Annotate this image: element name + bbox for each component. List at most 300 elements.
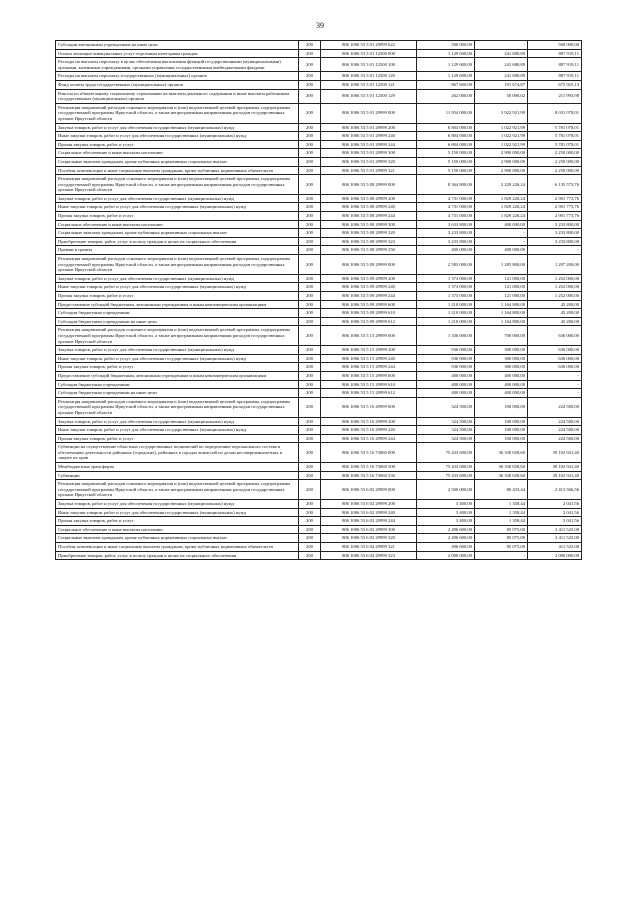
unexecuted-amount-cell: 5 781 078,01 bbox=[528, 132, 582, 141]
line-code-cell: 200 bbox=[299, 237, 321, 246]
line-code-cell: 200 bbox=[299, 534, 321, 543]
approved-amount-cell: 1 129 600,00 bbox=[417, 72, 475, 81]
expense-name-cell: Приобретение товаров, работ, услуг в пользу граждан в целях их социального обеспечения bbox=[56, 551, 299, 560]
executed-amount-cell: 400 000,00 bbox=[475, 220, 528, 229]
expense-name-cell: Иные закупки товаров, работ и услуг для обеспечения государственных (муниципальных) нужд bbox=[56, 132, 299, 141]
expense-name-cell: Межбюджетные трансферты bbox=[56, 463, 299, 472]
budget-code-cell: 806 1006 53 3 01 12500 129 bbox=[321, 89, 417, 103]
budget-code-cell: 806 1006 53 5 08 29999 244 bbox=[321, 212, 417, 221]
expense-name-cell: Иные закупки товаров, работ и услуг для обеспечения государственных (муниципальных) нужд bbox=[56, 508, 299, 517]
budget-code-cell: 806 1006 53 5 08 29999 323 bbox=[321, 237, 417, 246]
executed-amount-cell: 3 922 921,99 bbox=[475, 103, 528, 123]
expense-name-cell: Предоставление субсидий бюджетным, автономным учреждениям и иным некоммерческим организациям bbox=[56, 371, 299, 380]
approved-amount-cell: 324 500,00 bbox=[417, 397, 475, 417]
line-code-cell: 200 bbox=[299, 508, 321, 517]
expense-name-cell: Реализация направлений расходов основного мероприятия и (или) ведомственной целевой программы, подпрограммы государственной программы Иркутской области, а также непрограммным направлениям расходов государственных органов Иркутской области bbox=[56, 480, 299, 500]
unexecuted-amount-cell: 224 500,00 bbox=[528, 426, 582, 435]
table-row bbox=[56, 166, 582, 175]
expense-name-cell: Реализация направлений расходов основного мероприятия и (или) ведомственной целевой программы, подпрограммы государственной программы Иркутской области, а также непрограммным направлениям расходов государственных органов Иркутской области bbox=[56, 103, 299, 123]
budget-code-cell: 806 1006 53 5 01 29999 320 bbox=[321, 157, 417, 166]
expense-name-cell: Закупка товаров, работ и услуг для обеспечения государственных (муниципальных) нужд bbox=[56, 274, 299, 283]
table-row bbox=[56, 317, 582, 326]
unexecuted-amount-cell: 2 000 000,00 bbox=[528, 551, 582, 560]
approved-amount-cell: 936 000,00 bbox=[417, 354, 475, 363]
line-code-cell: 200 bbox=[299, 246, 321, 255]
expense-name-cell: Расходы на выплаты персоналу государственных (муниципальных) органов bbox=[56, 72, 299, 81]
executed-amount-cell: 2 900 000,00 bbox=[475, 166, 528, 175]
approved-amount-cell: 1 210 000,00 bbox=[417, 317, 475, 326]
executed-amount-cell: 50 006,02 bbox=[475, 89, 528, 103]
table-row bbox=[56, 132, 582, 141]
approved-amount-cell: 1 373 000,00 bbox=[417, 283, 475, 292]
executed-amount-cell: 121 000,00 bbox=[475, 274, 528, 283]
approved-amount-cell: 324 500,00 bbox=[417, 417, 475, 426]
table-row bbox=[56, 434, 582, 443]
budget-code-cell: 806 1006 53 6 02 29999 000 bbox=[321, 480, 417, 500]
approved-amount-cell: 262 000,00 bbox=[417, 89, 475, 103]
table-row bbox=[56, 371, 582, 380]
budget-code-cell: 806 1006 53 5 09 29999 240 bbox=[321, 283, 417, 292]
line-code-cell: 200 bbox=[299, 292, 321, 301]
budget-code-cell: 806 1006 53 3 01 29999 622 bbox=[321, 41, 417, 50]
table-row bbox=[56, 309, 582, 318]
executed-amount-cell: 1 358,44 bbox=[475, 508, 528, 517]
expense-name-cell: Иные закупки товаров, работ и услуг для обеспечения государственных (муниципальных) нужд bbox=[56, 203, 299, 212]
line-code-cell: 200 bbox=[299, 300, 321, 309]
executed-amount-cell: 1 022 921,99 bbox=[475, 123, 528, 132]
line-code-cell: 200 bbox=[299, 543, 321, 552]
approved-amount-cell: 2 496 600,00 bbox=[417, 534, 475, 543]
executed-amount-cell: 2 229 226,24 bbox=[475, 175, 528, 195]
executed-amount-cell: - bbox=[475, 41, 528, 50]
executed-amount-cell: 241 680,89 bbox=[475, 49, 528, 58]
expense-name-cell: Прочая закупка товаров, работ и услуг bbox=[56, 212, 299, 221]
executed-amount-cell: 700 000,00 bbox=[475, 326, 528, 346]
table-row bbox=[56, 389, 582, 398]
expense-name-cell: Иные закупки товаров, работ и услуг для обеспечения государственных (муниципальных) нужд bbox=[56, 283, 299, 292]
expense-name-cell: Реализация направлений расходов основного мероприятия и (или) ведомственной целевой программы, подпрограммы государственной программы Иркутской области, а также непрограммным направлениям расходов государственных органов Иркутской области bbox=[56, 397, 299, 417]
unexecuted-amount-cell: 45 200,00 bbox=[528, 300, 582, 309]
expense-name-cell: Пособия, компенсации и иные социальные выплаты гражданам, кроме публичных нормативных обязательств bbox=[56, 166, 299, 175]
executed-amount-cell: 400 000,00 bbox=[475, 380, 528, 389]
approved-amount-cell: 2 496 600,00 bbox=[417, 525, 475, 534]
approved-amount-cell: 3 400,00 bbox=[417, 508, 475, 517]
unexecuted-amount-cell: 2 250 000,00 bbox=[528, 157, 582, 166]
table-row bbox=[56, 194, 582, 203]
unexecuted-amount-cell: - bbox=[528, 389, 582, 398]
executed-amount-cell: 1 358,44 bbox=[475, 517, 528, 526]
budget-code-cell: 806 1006 53 5 15 29999 000 bbox=[321, 326, 417, 346]
executed-amount-cell: 1 022 921,99 bbox=[475, 140, 528, 149]
expense-name-cell: Прочая закупка товаров, работ и услуг bbox=[56, 517, 299, 526]
unexecuted-amount-cell: 39 102 941,40 bbox=[528, 471, 582, 480]
table-row bbox=[56, 397, 582, 417]
executed-amount-cell: 1 285 800,00 bbox=[475, 255, 528, 275]
executed-amount-cell: 86 433,44 bbox=[475, 480, 528, 500]
budget-code-cell: 806 1006 53 5 16 73060 530 bbox=[321, 471, 417, 480]
executed-amount-cell: 1 164 800,00 bbox=[475, 309, 528, 318]
unexecuted-amount-cell: 2 041,56 bbox=[528, 500, 582, 509]
budget-code-cell: 806 1006 53 5 01 29999 244 bbox=[321, 140, 417, 149]
unexecuted-amount-cell: 411 525,00 bbox=[528, 543, 582, 552]
budget-code-cell: 806 1006 53 6 02 29999 240 bbox=[321, 508, 417, 517]
table-row bbox=[56, 500, 582, 509]
approved-amount-cell: 5 150 000,00 bbox=[417, 166, 475, 175]
expense-name-cell: Субсидии бюджетным учреждениям на иные цели bbox=[56, 317, 299, 326]
unexecuted-amount-cell: 3 233 800,00 bbox=[528, 220, 582, 229]
line-code-cell: 200 bbox=[299, 194, 321, 203]
unexecuted-amount-cell: 2 250 000,00 bbox=[528, 166, 582, 175]
unexecuted-amount-cell: 224 500,00 bbox=[528, 417, 582, 426]
unexecuted-amount-cell: 1 252 000,00 bbox=[528, 292, 582, 301]
table-row bbox=[56, 58, 582, 72]
executed-amount-cell: 1 164 800,00 bbox=[475, 300, 528, 309]
unexecuted-amount-cell: 2 250 000,00 bbox=[528, 149, 582, 158]
line-code-cell: 200 bbox=[299, 443, 321, 463]
line-code-cell: 200 bbox=[299, 397, 321, 417]
line-code-cell: 200 bbox=[299, 525, 321, 534]
executed-amount-cell: 1 829 226,24 bbox=[475, 194, 528, 203]
table-row bbox=[56, 72, 582, 81]
budget-code-cell: 806 1006 53 3 01 12500 121 bbox=[321, 80, 417, 89]
approved-amount-cell: 936 000,00 bbox=[417, 346, 475, 355]
expense-name-cell: Социальное обеспечение и иные выплаты населению bbox=[56, 149, 299, 158]
table-row bbox=[56, 300, 582, 309]
table-row bbox=[56, 149, 582, 158]
line-code-cell: 200 bbox=[299, 417, 321, 426]
unexecuted-amount-cell: 887 919,11 bbox=[528, 72, 582, 81]
executed-amount-cell: 241 680,89 bbox=[475, 72, 528, 81]
table-row bbox=[56, 140, 582, 149]
table-row bbox=[56, 551, 582, 560]
table-row bbox=[56, 346, 582, 355]
expense-name-cell: Закупка товаров, работ и услуг для обеспечения государственных (муниципальных) нужд bbox=[56, 346, 299, 355]
table-row bbox=[56, 354, 582, 363]
approved-amount-cell: 867 600,00 bbox=[417, 80, 475, 89]
expense-name-cell: Социальное обеспечение и иные выплаты населению bbox=[56, 525, 299, 534]
budget-code-cell: 806 1006 53 5 09 29999 200 bbox=[321, 274, 417, 283]
table-row bbox=[56, 41, 582, 50]
unexecuted-amount-cell: 224 500,00 bbox=[528, 434, 582, 443]
table-row bbox=[56, 229, 582, 238]
unexecuted-amount-cell: 224 500,00 bbox=[528, 397, 582, 417]
approved-amount-cell: 936 000,00 bbox=[417, 363, 475, 372]
executed-amount-cell: 300 000,00 bbox=[475, 363, 528, 372]
budget-code-cell: 806 1006 53 6 02 29999 244 bbox=[321, 517, 417, 526]
expense-name-cell: Приобретение товаров, работ, услуг в пользу граждан в целях их социального обеспечения bbox=[56, 237, 299, 246]
budget-code-cell: 806 1006 53 5 15 29999 244 bbox=[321, 363, 417, 372]
budget-code-cell: 806 1006 53 5 01 29999 000 bbox=[321, 103, 417, 123]
expense-name-cell: Расходы на выплаты персоналу в целях обеспечения выполнения функций государственными (муниципальными) органами, казенными учреждениями, органами управления государственными внебюджетными фондами bbox=[56, 58, 299, 72]
table-row bbox=[56, 49, 582, 58]
budget-code-cell: 806 1006 53 6 02 29999 320 bbox=[321, 534, 417, 543]
approved-amount-cell: 3 633 800,00 bbox=[417, 220, 475, 229]
budget-code-cell: 806 1006 53 5 09 29999 612 bbox=[321, 317, 417, 326]
table-row bbox=[56, 89, 582, 103]
line-code-cell: 200 bbox=[299, 283, 321, 292]
executed-amount-cell: 241 680,89 bbox=[475, 58, 528, 72]
expense-name-cell: Социальные выплаты гражданам, кроме публичных нормативных социальных выплат bbox=[56, 534, 299, 543]
approved-amount-cell: 11 954 000,00 bbox=[417, 103, 475, 123]
approved-amount-cell: 400 000,00 bbox=[417, 371, 475, 380]
executed-amount-cell: 121 000,00 bbox=[475, 283, 528, 292]
approved-amount-cell: 1 129 600,00 bbox=[417, 49, 475, 58]
unexecuted-amount-cell: - bbox=[528, 371, 582, 380]
expense-name-cell: Взносы по обязательному социальному страхованию на выплаты денежного содержания и иные выплаты работникам государственных (муниципальных) органов bbox=[56, 89, 299, 103]
expense-name-cell: Прочая закупка товаров, работ и услуг bbox=[56, 140, 299, 149]
executed-amount-cell: 121 000,00 bbox=[475, 292, 528, 301]
approved-amount-cell: 4 731 000,00 bbox=[417, 194, 475, 203]
table-row bbox=[56, 508, 582, 517]
line-code-cell: 200 bbox=[299, 363, 321, 372]
table-row bbox=[56, 212, 582, 221]
expense-name-cell: Предоставление субсидий бюджетным, автономным учреждениям и иным некоммерческим организациям bbox=[56, 300, 299, 309]
line-code-cell: 200 bbox=[299, 175, 321, 195]
approved-amount-cell: 6 804 000,00 bbox=[417, 132, 475, 141]
budget-code-cell: 806 1006 53 6 02 29999 300 bbox=[321, 525, 417, 534]
expense-name-cell: Премии и гранты bbox=[56, 246, 299, 255]
unexecuted-amount-cell: 2 411 525,00 bbox=[528, 534, 582, 543]
line-code-cell: 200 bbox=[299, 274, 321, 283]
approved-amount-cell: 1 373 000,00 bbox=[417, 292, 475, 301]
executed-amount-cell: - bbox=[475, 229, 528, 238]
unexecuted-amount-cell: 5 781 078,01 bbox=[528, 140, 582, 149]
executed-amount-cell: 100 000,00 bbox=[475, 397, 528, 417]
budget-code-cell: 806 1006 53 5 01 29999 240 bbox=[321, 132, 417, 141]
line-code-cell: 200 bbox=[299, 212, 321, 221]
approved-amount-cell: 3 400,00 bbox=[417, 517, 475, 526]
line-code-cell: 200 bbox=[299, 123, 321, 132]
unexecuted-amount-cell: 1 252 000,00 bbox=[528, 283, 582, 292]
line-code-cell: 200 bbox=[299, 41, 321, 50]
line-code-cell: 200 bbox=[299, 220, 321, 229]
line-code-cell: 200 bbox=[299, 229, 321, 238]
budget-code-cell: 806 1006 53 5 15 29999 200 bbox=[321, 346, 417, 355]
unexecuted-amount-cell: 2 411 525,00 bbox=[528, 525, 582, 534]
budget-code-cell: 806 1006 53 5 09 29999 610 bbox=[321, 309, 417, 318]
unexecuted-amount-cell: 636 000,00 bbox=[528, 363, 582, 372]
expense-name-cell: Закупка товаров, работ и услуг для обеспечения государственных (муниципальных) нужд bbox=[56, 417, 299, 426]
expense-name-cell: Реализация направлений расходов основного мероприятия и (или) ведомственной целевой программы, подпрограммы государственной программы Иркутской области, а также непрограммным направлениям расходов государственных органов Иркутской области bbox=[56, 326, 299, 346]
approved-amount-cell: 3 400,00 bbox=[417, 500, 475, 509]
unexecuted-amount-cell: 1 252 000,00 bbox=[528, 274, 582, 283]
executed-amount-cell: 400 000,00 bbox=[475, 371, 528, 380]
expense-name-cell: Прочая закупка товаров, работ и услуг bbox=[56, 292, 299, 301]
approved-amount-cell: 1 129 600,00 bbox=[417, 58, 475, 72]
approved-amount-cell: 324 500,00 bbox=[417, 426, 475, 435]
budget-code-cell: 806 1006 53 5 15 29999 612 bbox=[321, 389, 417, 398]
line-code-cell: 200 bbox=[299, 49, 321, 58]
budget-code-cell: 806 1006 53 3 01 12500 120 bbox=[321, 72, 417, 81]
unexecuted-amount-cell: 636 000,00 bbox=[528, 326, 582, 346]
budget-code-cell: 806 1006 53 5 09 29999 244 bbox=[321, 292, 417, 301]
approved-amount-cell: 6 804 000,00 bbox=[417, 123, 475, 132]
budget-code-cell: 806 1006 53 6 02 29999 321 bbox=[321, 543, 417, 552]
table-row bbox=[56, 326, 582, 346]
line-code-cell: 200 bbox=[299, 389, 321, 398]
line-code-cell: 200 bbox=[299, 317, 321, 326]
expense-name-cell: Социальные выплаты гражданам, кроме публичных нормативных социальных выплат bbox=[56, 229, 299, 238]
expense-name-cell: Субсидии бюджетным учреждениям bbox=[56, 309, 299, 318]
executed-amount-cell: 1 164 800,00 bbox=[475, 317, 528, 326]
unexecuted-amount-cell: 636 000,00 bbox=[528, 354, 582, 363]
budget-code-cell: 806 1006 53 5 08 29999 320 bbox=[321, 229, 417, 238]
line-code-cell: 200 bbox=[299, 380, 321, 389]
expense-name-cell: Оплата жилищно-коммунальных услуг отдельным категориям граждан bbox=[56, 49, 299, 58]
expense-name-cell: Закупка товаров, работ и услуг для обеспечения государственных (муниципальных) нужд bbox=[56, 123, 299, 132]
budget-code-cell: 806 1006 53 3 01 12500 100 bbox=[321, 58, 417, 72]
expense-name-cell: Реализация направлений расходов основного мероприятия и (или) ведомственной целевой программы, подпрограммы государственной программы Иркутской области, а также непрограммным направлениям расходов государственных органов Иркутской области bbox=[56, 175, 299, 195]
unexecuted-amount-cell: 3 233 800,00 bbox=[528, 229, 582, 238]
unexecuted-amount-cell: 5 781 078,01 bbox=[528, 123, 582, 132]
budget-code-cell: 806 1006 53 5 01 29999 300 bbox=[321, 149, 417, 158]
approved-amount-cell: 5 150 000,00 bbox=[417, 149, 475, 158]
approved-amount-cell: 4 731 000,00 bbox=[417, 212, 475, 221]
table-row bbox=[56, 246, 582, 255]
table-row bbox=[56, 380, 582, 389]
unexecuted-amount-cell: 2 041,56 bbox=[528, 517, 582, 526]
unexecuted-amount-cell: 1 297 200,00 bbox=[528, 255, 582, 275]
line-code-cell: 200 bbox=[299, 203, 321, 212]
executed-amount-cell: 1 829 226,24 bbox=[475, 203, 528, 212]
page-number: 39 bbox=[316, 21, 324, 30]
budget-code-cell: 806 1006 53 5 08 29999 000 bbox=[321, 175, 417, 195]
unexecuted-amount-cell: 39 102 941,40 bbox=[528, 443, 582, 463]
table-row bbox=[56, 283, 582, 292]
table-row bbox=[56, 220, 582, 229]
table-row bbox=[56, 363, 582, 372]
budget-code-cell: 806 1006 53 5 08 29999 200 bbox=[321, 194, 417, 203]
line-code-cell: 200 bbox=[299, 149, 321, 158]
executed-amount-cell: - bbox=[475, 551, 528, 560]
line-code-cell: 200 bbox=[299, 80, 321, 89]
table-row bbox=[56, 123, 582, 132]
approved-amount-cell: 8 364 800,00 bbox=[417, 175, 475, 195]
unexecuted-amount-cell: 500 000,00 bbox=[528, 41, 582, 50]
unexecuted-amount-cell: 675 925,13 bbox=[528, 80, 582, 89]
executed-amount-cell: 1 358,44 bbox=[475, 500, 528, 509]
approved-amount-cell: 3 233 800,00 bbox=[417, 237, 475, 246]
approved-amount-cell: 496 600,00 bbox=[417, 543, 475, 552]
table-row bbox=[56, 80, 582, 89]
executed-amount-cell: 36 330 658,60 bbox=[475, 463, 528, 472]
executed-amount-cell: 300 000,00 bbox=[475, 354, 528, 363]
approved-amount-cell: 1 210 000,00 bbox=[417, 309, 475, 318]
budget-code-cell: 806 1006 53 5 16 73060 000 bbox=[321, 443, 417, 463]
line-code-cell: 200 bbox=[299, 500, 321, 509]
budget-code-cell: 806 1006 53 5 08 29999 240 bbox=[321, 203, 417, 212]
line-code-cell: 200 bbox=[299, 166, 321, 175]
table-row bbox=[56, 203, 582, 212]
budget-code-cell: 806 1006 53 5 01 29999 321 bbox=[321, 166, 417, 175]
budget-code-cell: 806 1006 53 5 16 29999 000 bbox=[321, 397, 417, 417]
line-code-cell: 200 bbox=[299, 140, 321, 149]
expense-name-cell: Субсидии бюджетным учреждениям bbox=[56, 380, 299, 389]
table-row bbox=[56, 426, 582, 435]
line-code-cell: 200 bbox=[299, 354, 321, 363]
table-row bbox=[56, 175, 582, 195]
unexecuted-amount-cell: 2 413 566,56 bbox=[528, 480, 582, 500]
approved-amount-cell: 2 500 000,00 bbox=[417, 480, 475, 500]
line-code-cell: 200 bbox=[299, 371, 321, 380]
line-code-cell: 200 bbox=[299, 157, 321, 166]
approved-amount-cell: 75 433 600,00 bbox=[417, 443, 475, 463]
budget-code-cell: 806 1006 53 5 08 29999 300 bbox=[321, 220, 417, 229]
approved-amount-cell: 400 000,00 bbox=[417, 389, 475, 398]
budget-code-cell: 806 1006 53 6 02 29999 323 bbox=[321, 551, 417, 560]
budget-code-cell: 806 1006 53 5 15 29999 240 bbox=[321, 354, 417, 363]
budget-code-cell: 806 1006 53 5 09 29999 000 bbox=[321, 255, 417, 275]
line-code-cell: 200 bbox=[299, 72, 321, 81]
approved-amount-cell: 3 233 800,00 bbox=[417, 229, 475, 238]
table-row bbox=[56, 237, 582, 246]
executed-amount-cell: 2 900 000,00 bbox=[475, 149, 528, 158]
table-row bbox=[56, 103, 582, 123]
executed-amount-cell: 1 022 921,99 bbox=[475, 132, 528, 141]
line-code-cell: 200 bbox=[299, 426, 321, 435]
expense-name-cell: Пособия, компенсации и иные социальные выплаты гражданам, кроме публичных нормативных обязательств bbox=[56, 543, 299, 552]
table-row bbox=[56, 480, 582, 500]
expense-name-cell: Субсидии автономным учреждениям на иные цели bbox=[56, 41, 299, 50]
table-row bbox=[56, 525, 582, 534]
unexecuted-amount-cell: 2 041,56 bbox=[528, 508, 582, 517]
expense-name-cell: Закупка товаров, работ и услуг для обеспечения государственных (муниципальных) нужд bbox=[56, 500, 299, 509]
executed-amount-cell: 36 330 658,60 bbox=[475, 471, 528, 480]
expense-name-cell: Социальные выплаты гражданам, кроме публичных нормативных социальных выплат bbox=[56, 157, 299, 166]
approved-amount-cell: 500 000,00 bbox=[417, 41, 475, 50]
table-body bbox=[56, 41, 582, 560]
unexecuted-amount-cell: - bbox=[528, 380, 582, 389]
line-code-cell: 200 bbox=[299, 434, 321, 443]
approved-amount-cell: 2 000 000,00 bbox=[417, 551, 475, 560]
expense-name-cell: Реализация направлений расходов основного мероприятия и (или) ведомственной целевой программы, подпрограммы государственной программы Иркутской области, а также непрограммным направлениям расходов государственных органов Иркутской области bbox=[56, 255, 299, 275]
approved-amount-cell: 5 150 000,00 bbox=[417, 157, 475, 166]
table-row bbox=[56, 534, 582, 543]
line-code-cell: 200 bbox=[299, 551, 321, 560]
table-row bbox=[56, 463, 582, 472]
unexecuted-amount-cell: 6 135 573,76 bbox=[528, 175, 582, 195]
executed-amount-cell: 100 000,00 bbox=[475, 426, 528, 435]
expense-name-cell: Субвенции на осуществление областных государственных полномочий по определению персонального состава и обеспечению деятельности районных (городских), районных в городах комиссий по делам несовершеннолетних и защите их прав bbox=[56, 443, 299, 463]
executed-amount-cell: 191 674,87 bbox=[475, 80, 528, 89]
budget-code-cell: 806 1006 53 5 08 29999 350 bbox=[321, 246, 417, 255]
line-code-cell: 200 bbox=[299, 517, 321, 526]
expense-name-cell: Социальное обеспечение и иные выплаты населению bbox=[56, 220, 299, 229]
line-code-cell: 200 bbox=[299, 346, 321, 355]
unexecuted-amount-cell: 2 901 773,76 bbox=[528, 194, 582, 203]
expense-name-cell: Субсидии бюджетным учреждениям на иные цели bbox=[56, 389, 299, 398]
expense-name-cell: Иные закупки товаров, работ и услуг для обеспечения государственных (муниципальных) нужд bbox=[56, 354, 299, 363]
budget-code-cell: 806 1006 53 5 15 29999 600 bbox=[321, 371, 417, 380]
table-row bbox=[56, 517, 582, 526]
budget-code-cell: 806 1006 53 5 16 29999 244 bbox=[321, 434, 417, 443]
approved-amount-cell: 75 433 600,00 bbox=[417, 471, 475, 480]
budget-code-cell: 806 1006 53 5 16 29999 240 bbox=[321, 426, 417, 435]
executed-amount-cell: 300 000,00 bbox=[475, 346, 528, 355]
line-code-cell: 200 bbox=[299, 103, 321, 123]
expense-name-cell: Прочая закупка товаров, работ и услуг bbox=[56, 434, 299, 443]
unexecuted-amount-cell: 39 102 941,40 bbox=[528, 463, 582, 472]
unexecuted-amount-cell: 636 000,00 bbox=[528, 346, 582, 355]
table-row bbox=[56, 292, 582, 301]
unexecuted-amount-cell: 45 200,00 bbox=[528, 317, 582, 326]
unexecuted-amount-cell: 887 919,11 bbox=[528, 49, 582, 58]
expense-name-cell: Субвенции bbox=[56, 471, 299, 480]
budget-code-cell: 806 1006 53 6 02 29999 200 bbox=[321, 500, 417, 509]
table-row bbox=[56, 417, 582, 426]
line-code-cell: 200 bbox=[299, 309, 321, 318]
executed-amount-cell: - bbox=[475, 237, 528, 246]
